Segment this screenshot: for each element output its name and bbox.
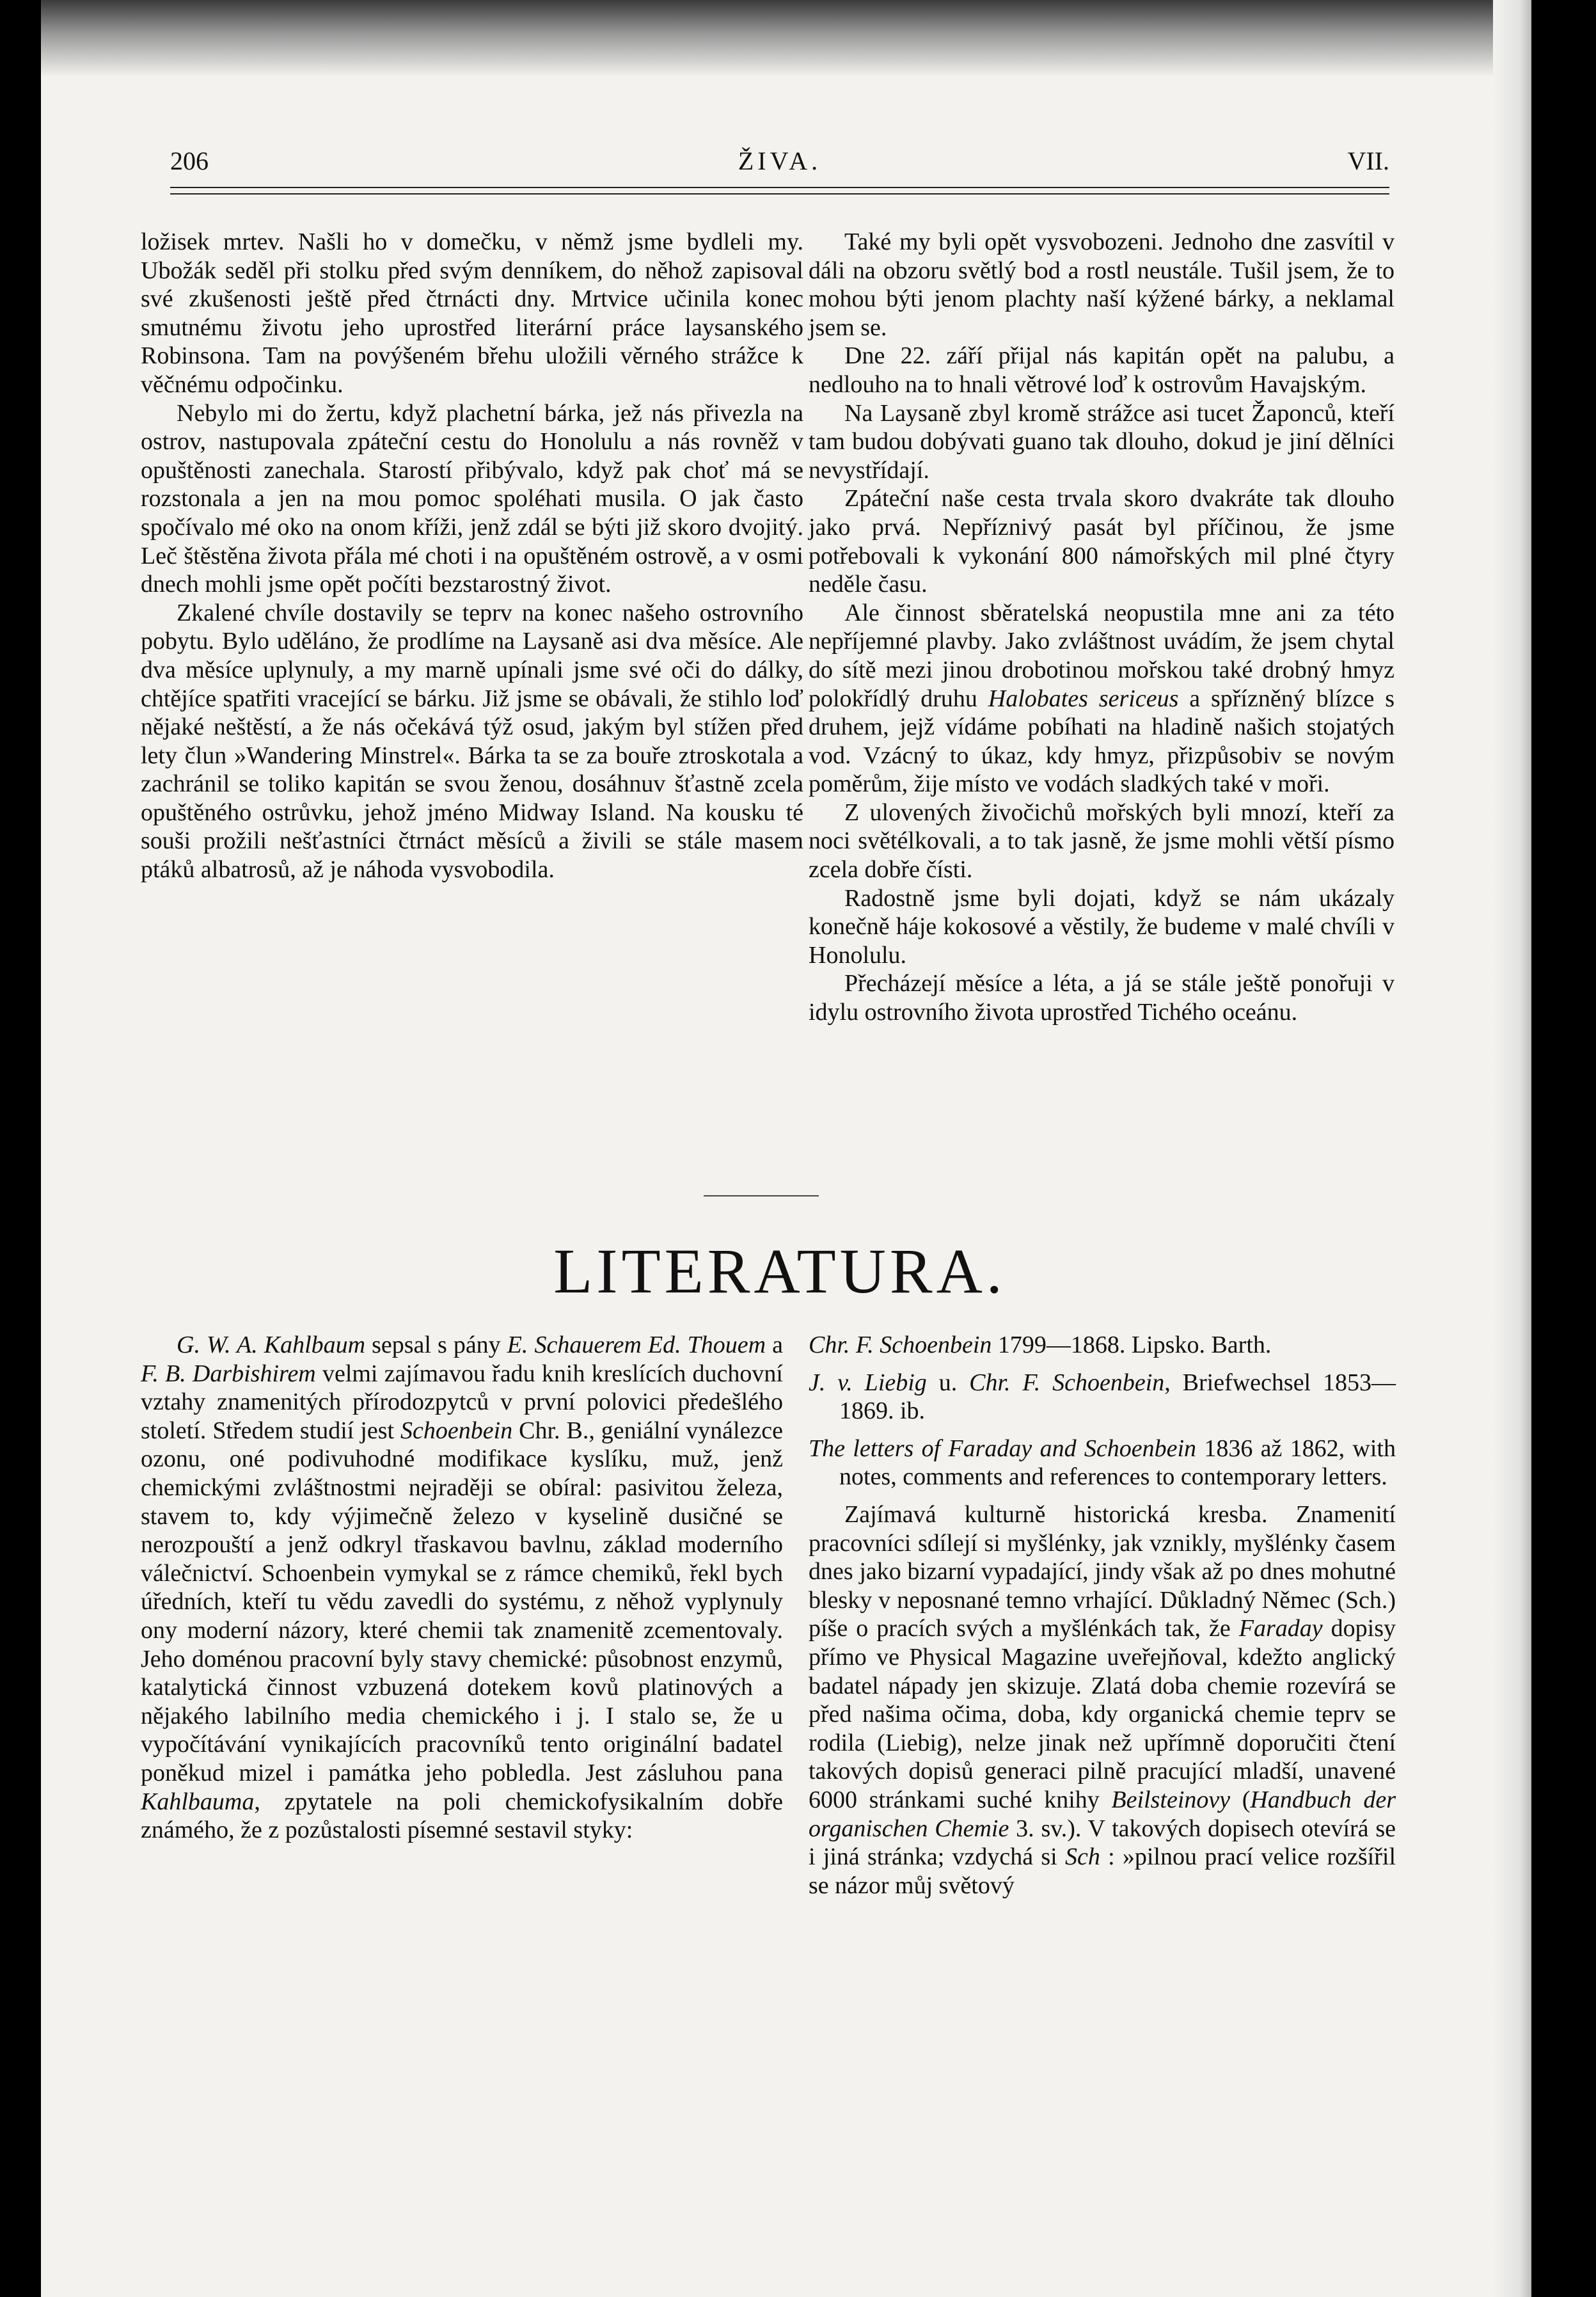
book-title: Beilsteinovy bbox=[1111, 1786, 1231, 1813]
ref-details: 1799—1868. Lipsko. Barth. bbox=[992, 1331, 1272, 1358]
ref-title: The letters of Faraday and Schoenbein bbox=[809, 1435, 1197, 1462]
paragraph bbox=[809, 1500, 1396, 1900]
text-run: dopisy přímo ve Physical Magazine uveřejňoval, kdežto anglický badatel nápady jen skizuje. Zlatá doba chemie rozevírá se před našima očima, doba, kdy organická chemie teprv se rodila (Liebig), nelze jinak než upřímně doporučiti čtení takových dopisů generaci pilně pracující mladší, unavené 6000 stránkami suché knihy bbox=[809, 1615, 1396, 1813]
ref-author: J. v. Liebig bbox=[809, 1369, 927, 1396]
paragraph: Zpáteční naše cesta trvala skoro dvakráte tak dlouho jako prvá. Nepříznivý pasát byl příčinou, že jsme potřebovali k vykonání 800 námořských mil plné čtyry neděle času. bbox=[809, 485, 1395, 598]
species-name: Halobates sericeus bbox=[988, 685, 1179, 712]
running-header bbox=[170, 146, 1389, 184]
ref-details: 1836 až 1862, with notes, comments and references to contemporary letters. bbox=[839, 1435, 1396, 1491]
text-run: velmi zajímavou řadu knih kreslících duchovní vztahy znamenitých přírodozpytců v první polovici předešlého století. Středem studií jest bbox=[141, 1360, 783, 1444]
paragraph: Na Laysaně zbyl kromě strážce asi tucet Žaponců, kteří tam budou dobývati guano tak dlouho, dokud je jiní dělníci nevystřídají. bbox=[809, 399, 1395, 484]
text-run: sepsal s pány bbox=[365, 1331, 507, 1358]
section-title: LITERATURA. bbox=[553, 1236, 1006, 1307]
volume-number: VII. bbox=[1347, 147, 1389, 175]
paragraph: Z ulovených živočichů mořských byli mnozí, kteří za noci světélkovali, a to tak jasně, že jsme mohli větší písmo zcela dobře čísti. bbox=[809, 799, 1395, 884]
author-name: F. B. Darbishirem bbox=[141, 1360, 316, 1387]
author-name: Schoenbein bbox=[400, 1417, 513, 1444]
section-divider bbox=[704, 1195, 819, 1196]
header-rule bbox=[170, 187, 1389, 195]
ref-details: , Briefwechsel 1853—1869. ib. bbox=[839, 1369, 1396, 1425]
reference-entry bbox=[809, 1369, 1396, 1426]
reference-entry bbox=[809, 1435, 1396, 1491]
review-column-left bbox=[141, 1331, 783, 1845]
scan-shadow-right bbox=[1493, 0, 1531, 2297]
article-column-left bbox=[141, 228, 803, 884]
book-title: Handbuch der organischen Chemie bbox=[809, 1786, 1396, 1842]
text-run: a bbox=[766, 1331, 783, 1358]
text-run: , zpytatele na poli chemickofysikalním dobře známého, že z pozůstalosti písemné sestavil styky: bbox=[141, 1788, 783, 1844]
ref-author: Chr. F. Schoenbein bbox=[969, 1369, 1165, 1396]
scan-shadow-top bbox=[41, 0, 1531, 77]
paragraph: Radostně jsme byli dojati, když se nám ukázaly konečně háje kokosové a věstily, že budeme v malé chvíli v Honolulu. bbox=[809, 884, 1395, 969]
text-run: ( bbox=[1230, 1786, 1251, 1813]
author-name: Faraday bbox=[1238, 1615, 1323, 1642]
text-run: Zajímavá kulturně historická kresba. Znamenití pracovníci sdílejí si myšlénky, jak vznikly, myšlénky časem dnes jako bizarní vypadající, jindy však až po dnes mohutné blesky v neposnané temno vrhající. Důkladný Němec (Sch.) píše o pracích svých a myšlénkách tak, že bbox=[809, 1500, 1396, 1642]
paragraph: Také my byli opět vysvobozeni. Jednoho dne zasvítil v dáli na obzoru světlý bod a rostl neustále. Tušil jsem, že to mohou býti jenom plachty naší kýžené bárky, a neklamal jsem se. bbox=[809, 228, 1395, 341]
author-name: Sch bbox=[1064, 1843, 1100, 1871]
page-number: 206 bbox=[170, 147, 209, 175]
paragraph: Dne 22. září přijal nás kapitán opět na palubu, a nedlouho na to hnali větrové loď k ostrovům Havajským. bbox=[809, 342, 1395, 398]
text-run: : »pilnou prací velice rozšířil se názor můj světový bbox=[809, 1843, 1396, 1899]
reference-entry bbox=[809, 1331, 1396, 1360]
paragraph bbox=[809, 599, 1395, 799]
paragraph: Přecházejí měsíce a léta, a já se stále ještě ponořuji v idylu ostrovního života uprostřed Tichého oceánu. bbox=[809, 970, 1395, 1026]
author-name: E. Schauerem Ed. Thouem bbox=[507, 1331, 766, 1358]
review-column-right bbox=[809, 1331, 1396, 1900]
ref-author: Chr. F. Schoenbein bbox=[809, 1331, 992, 1358]
text-run: a spřízněný blízce s druhem, jejž vídáme pobíhati na hladině našich stojatých vod. Vzácný to úkaz, kdy hmyz, přizpůsobiv se novým poměrům, žije místo ve vodách sladkých také v moři. bbox=[809, 685, 1395, 798]
article-column-right bbox=[809, 228, 1395, 1027]
text-run: u. bbox=[926, 1369, 970, 1396]
journal-title: ŽIVA. bbox=[738, 147, 822, 175]
text-run: Chr. B., geniální vynálezce ozonu, oné podivuhodné modifikace kyslíku, muž, jenž chemickými zvláštnostmi nejraději se obíral: pasivitou železa, stavem to, kdy výjimečně železo v kyselině dusičné se nerozpouští a jenž odkryl třaskavou bavlnu, základ moderního válečnictví. Schoenbein vymykal se z rámce chemiků, řekl bych úředních, kteří tu vědu zavedli do systému, z něhož vyplynuly ony moderní názory, které chemii tak znamenitě zcementovaly. Jeho doménou pracovní byly stavy chemické: působnost enzymů, katalytická činnost vzbuzená dotekem kovů platinových a nějakého labilního media chemického i j. I stalo se, že u vypočítávání vynikajících pracovníků tento originální badatel poněkud mizel i památka jeho pobledla. Jest zásluhou pana bbox=[141, 1417, 783, 1786]
author-name: Kahlbauma bbox=[141, 1788, 255, 1815]
paragraph: Nebylo mi do žertu, když plachetní bárka, jež nás přivezla na ostrov, nastupovala zpáteční cestu do Honolulu a nás rovněž v opuštěnosti zanechala. Starostí přibývalo, když pak choť má se rozstonala a jen na mou pomoc spoléhati musila. O jak často spočívalo mé oko na onom kříži, jenž zdál se býti již skoro dvojitý. Leč štěstěna života přála mé choti i na opuštěném ostrově, a v osmi dnech mohli jsme opět počíti bezstarostný život. bbox=[141, 399, 803, 598]
paragraph: Zkalené chvíle dostavily se teprv na konec našeho ostrovního pobytu. Bylo uděláno, že prodlíme na Laysaně asi dva měsíce. Ale dva měsíce uplynuly, a my marně upínali jsme své oči do dálky, chtějíce spatřiti vracející se bárku. Již jsme se obávali, že stihlo loď nějaké neštěstí, a že nás očekává týž osud, jakým byl stížen před lety člun »Wandering Minstrel«. Bárka ta se za bouře ztroskotala a zachránil se toliko kapitán se svou ženou, dosáhnuv šťastně zcela opuštěného ostrůvku, jehož jméno Midway Island. Na kousku té souši prožili nešťastníci čtrnáct měsíců a živili se stále masem ptáků albatrosů, až je náhoda vysvobodila. bbox=[141, 599, 803, 884]
paragraph: ložisek mrtev. Našli ho v domečku, v němž jsme bydleli my. Ubožák seděl při stolku před svým denníkem, do něhož zapisoval své zkušenosti ještě před čtrnácti dny. Mrtvice učinila konec smutnému životu jeho uprostřed literární práce laysanského Robinsona. Tam na povýšeném břehu uložili věrného strážce k věčnému odpočinku. bbox=[141, 228, 803, 398]
text-run: 3. sv.). V takových dopisech otevírá se i jiná stránka; vzdychá si bbox=[809, 1815, 1396, 1871]
paragraph bbox=[141, 1331, 783, 1845]
text-run: Ale činnost sběratelská neopustila mne ani za této nepříjemné plavby. Jako zvláštnost uvádím, že jsem chytal do sítě mezi jinou drobotinou mořskou také drobný hmyz polokřídlý druhu bbox=[809, 599, 1395, 712]
author-name: G. W. A. Kahlbaum bbox=[177, 1331, 366, 1358]
